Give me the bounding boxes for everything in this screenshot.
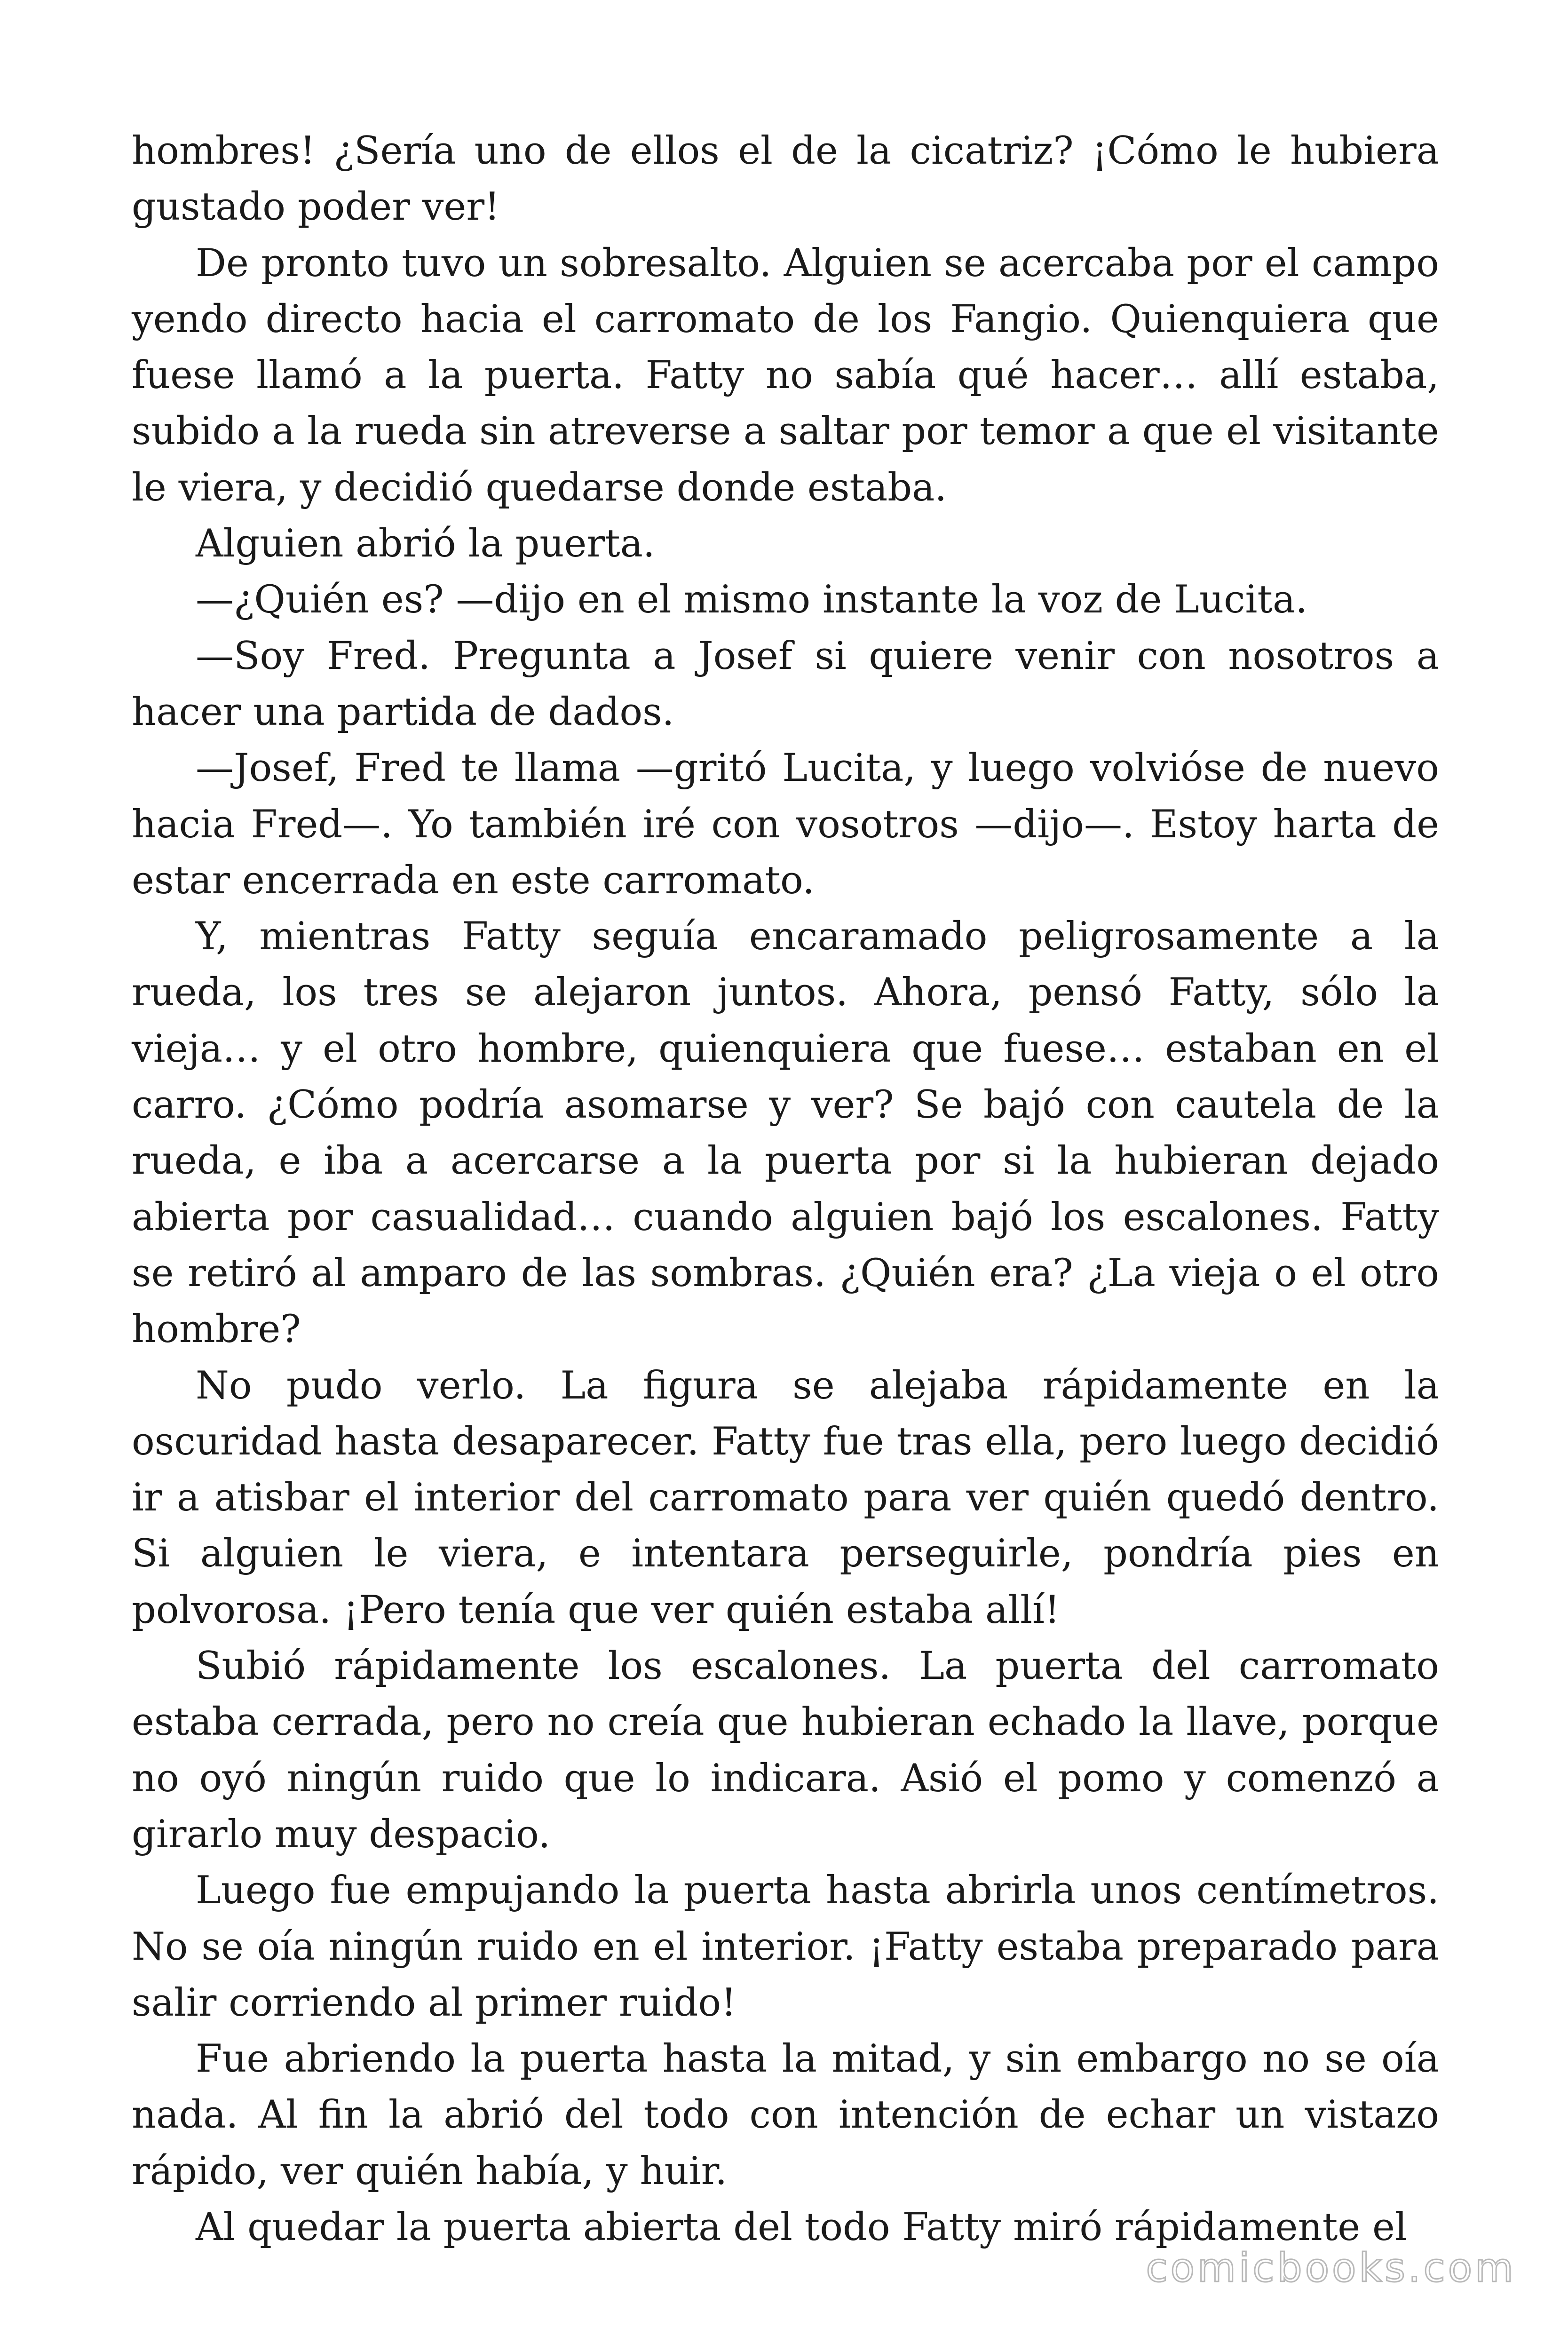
paragraph-9: Subió rápidamente los escalones. La puerta del carromato estaba cerrada, pero no creía que hubieran echado la llave, porque no oyó ningún ruido que lo indicara. Asió el pomo y comenzó a girarlo muy despacio. bbox=[132, 1644, 1439, 1857]
paragraph-2: De pronto tuvo un sobresalto. Alguien se acercaba por el campo yendo directo hacia el carromato de los Fangio. Quienquiera que fuese llamó a la puerta. Fatty no sabía qué hacer… allí estaba, subido a la rueda sin atreverse a saltar por temor a que el visitante le viera, y decidió quedarse donde estaba. bbox=[132, 241, 1439, 510]
paragraph-11: Fue abriendo la puerta hasta la mitad, y sin embargo no se oía nada. Al fin la abrió del todo con intención de echar un vistazo rápido, ver quién había, y huir. bbox=[132, 2037, 1439, 2193]
paragraph-6: —Josef, Fred te llama —gritó Lucita, y luego volvióse de nuevo hacia Fred—. Yo también iré con vosotros —dijo—. Estoy harta de estar encerrada en este carromato. bbox=[132, 746, 1439, 903]
paragraph-12: Al quedar la puerta abierta del todo Fatty miró rápidamente el bbox=[196, 2205, 1407, 2249]
page-body bbox=[132, 123, 1439, 2256]
paragraph-4: —¿Quién es? —dijo en el mismo instante la voz de Lucita. bbox=[196, 578, 1307, 622]
paragraph-5: —Soy Fred. Pregunta a Josef si quiere venir con nosotros a hacer una partida de dados. bbox=[132, 634, 1439, 734]
paragraph-8: No pudo verlo. La figura se alejaba rápidamente en la oscuridad hasta desaparecer. Fatty fue tras ella, pero luego decidió ir a atisbar el interior del carromato para ver quién quedó dentro. Si alguien le viera, e intentara perseguirle, pondría pies en polvorosa. ¡Pero tenía que ver quién estaba allí! bbox=[132, 1363, 1439, 1632]
paragraph-7: Y, mientras Fatty seguía encaramado peligrosamente a la rueda, los tres se alejaron juntos. Ahora, pensó Fatty, sólo la vieja… y el otro hombre, quienquiera que fuese… estaban en el carro. ¿Cómo podría asomarse y ver? Se bajó con cautela de la rueda, e iba a acercarse a la puerta por si la hubieran dejado abierta por casualidad… cuando alguien bajó los escalones. Fatty se retiró al amparo de las sombras. ¿Quién era? ¿La vieja o el otro hombre? bbox=[132, 914, 1439, 1352]
paragraph-1: hombres! ¿Sería uno de ellos el de la cicatriz? ¡Cómo le hubiera gustado poder ver! bbox=[132, 129, 1439, 230]
watermark: comicbooks.com bbox=[1146, 2245, 1516, 2291]
paragraph-10: Luego fue empujando la puerta hasta abrirla unos centímetros. No se oía ningún ruido en el interior. ¡Fatty estaba preparado para salir corriendo al primer ruido! bbox=[132, 1868, 1439, 2025]
paragraph-3: Alguien abrió la puerta. bbox=[196, 522, 655, 566]
